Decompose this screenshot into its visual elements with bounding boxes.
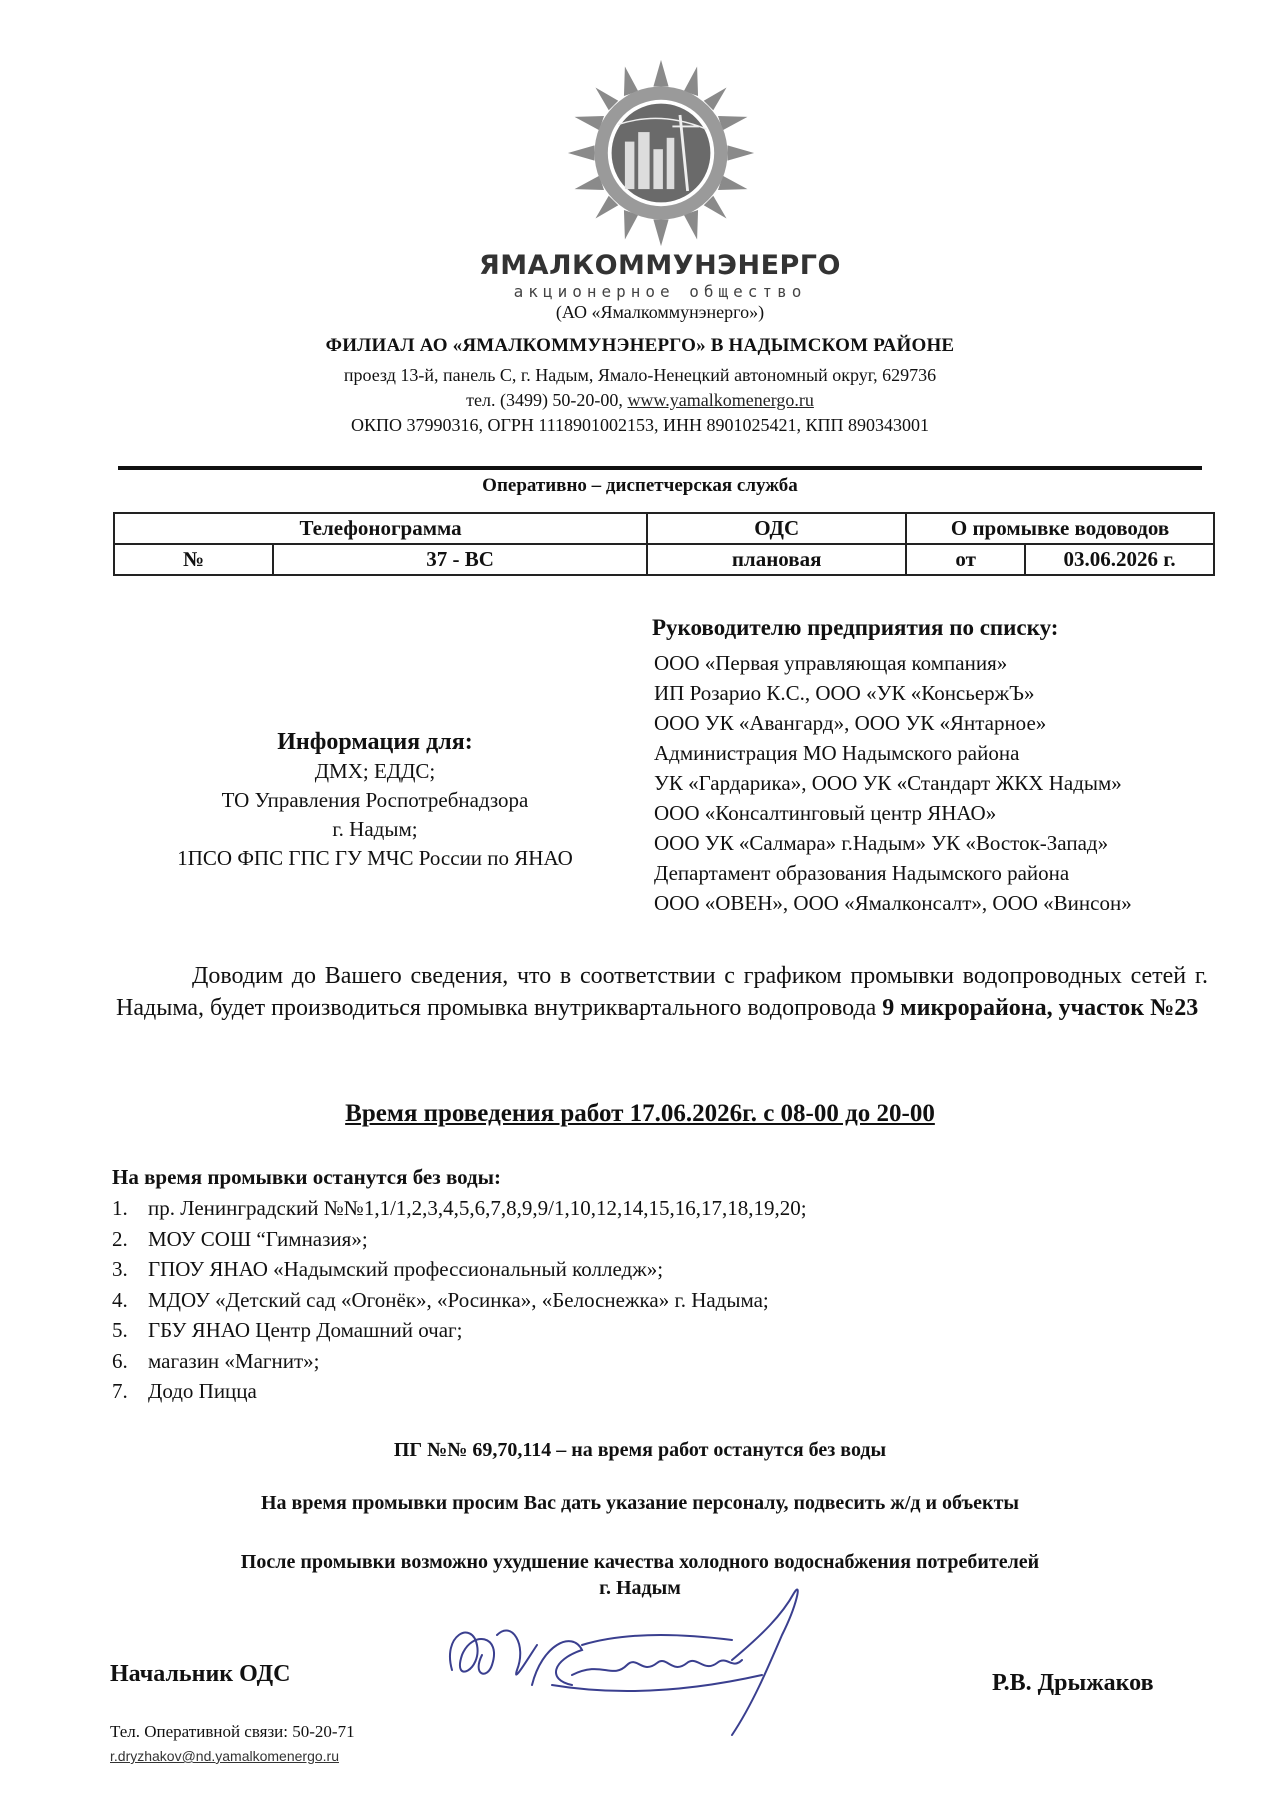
contact-email-link[interactable]: r.dryzhakov@nd.yamalkomenergo.ru (110, 1748, 339, 1764)
no-water-list (112, 1193, 807, 1407)
recipients-list (654, 648, 1132, 918)
list-number: 3. (112, 1257, 128, 1281)
recipient-line: ООО УК «Салмара» г.Надым» УК «Восток-Запад» (654, 831, 1109, 855)
list-number: 1. (112, 1196, 128, 1220)
request-note: На время промывки просим Вас дать указание персоналу, подвесить ж/д и объекты (260, 1492, 1020, 1514)
list-number: 5. (112, 1318, 128, 1342)
company-registry: ОКПО 37990316, ОГРН 1118901002153, ИНН 8901025421, КПП 890343001 (350, 415, 930, 435)
list-item (112, 1254, 807, 1285)
notice-paragraph (116, 960, 1208, 1024)
table-row (114, 513, 1214, 544)
recipient-line: УК «Гардарика», ООО УК «Стандарт ЖКХ Надым» (654, 771, 1122, 795)
header-divider (118, 466, 1202, 470)
notice-text-wrap (116, 960, 1208, 1024)
table-cell: от (906, 544, 1025, 575)
info-line: г. Надым; (332, 817, 418, 841)
company-website-link[interactable]: www.yamalkomenergo.ru (627, 390, 814, 410)
info-line: ТО Управления Роспотребнадзора (221, 788, 529, 812)
company-form: акционерное общество (513, 282, 807, 301)
recipient-line: ООО «ОВЕН», ООО «Ямалконсалт», ООО «Винсон» (654, 891, 1132, 915)
notice-location: 9 микрорайона, участок №23 (882, 995, 1199, 1021)
table-cell: 37 - ВС (273, 544, 647, 575)
recipient-line: Департамент образования Надымского района (654, 861, 1070, 885)
company-address: проезд 13-й, панель С, г. Надым, Ямало-Ненецкий автономный округ, 629736 (343, 365, 937, 385)
signer-role: Начальник ОДС (110, 1661, 291, 1687)
list-item (112, 1376, 807, 1407)
list-item (112, 1224, 807, 1255)
no-water-heading: На время промывки останутся без воды: (112, 1165, 502, 1189)
table-cell: плановая (647, 544, 906, 575)
table-cell: № (114, 544, 273, 575)
company-phone: тел. (3499) 50-20-00, (466, 390, 623, 410)
list-number: 4. (112, 1287, 128, 1312)
work-time: Время проведения работ 17.06.2026г. с 08-00 до 20-00 (345, 1100, 935, 1127)
company-logo-icon (566, 58, 756, 248)
info-line: ДМХ; ЕДДС; (314, 759, 436, 783)
recipient-line: ООО «Консалтинговый центр ЯНАО» (654, 801, 997, 825)
branch-title: ФИЛИАЛ АО «ЯМАЛКОММУНЭНЕРГО» В НАДЫМСКОМ РАЙОНЕ (325, 335, 955, 356)
info-block (120, 728, 630, 873)
list-text: пр. Ленинградский №№1,1/1,2,3,4,5,6,7,8,9,9/1,10,12,14,15,16,17,18,19,20; (148, 1196, 807, 1220)
table-cell: О промывке водоводов (906, 513, 1214, 544)
recipients-heading: Руководителю предприятия по списку: (652, 615, 1059, 640)
list-number: 7. (112, 1379, 128, 1403)
recipient-line: ИП Розарио К.С., ООО «УК «КонсьержЪ» (654, 681, 1035, 705)
table-cell: Телефонограмма (114, 513, 647, 544)
table-cell: ОДС (647, 513, 906, 544)
recipient-line: ООО УК «Авангард», ООО УК «Янтарное» (654, 711, 1047, 735)
list-text: ГПОУ ЯНАО «Надымский профессиональный колледж»; (148, 1257, 664, 1281)
info-heading: Информация для: (277, 729, 473, 755)
quality-note-city: г. Надым (599, 1577, 681, 1599)
company-short-name: (АО «Ямалкоммунэнерго») (555, 302, 765, 322)
contact-block (110, 1720, 355, 1768)
list-number: 6. (112, 1348, 128, 1373)
company-brand: ЯМАЛКОММУНЭНЕРГО (479, 250, 841, 281)
service-name: Оперативно – диспетчерская служба (482, 475, 798, 496)
recipient-line: ООО «Первая управляющая компания» (654, 651, 1008, 675)
table-cell: 03.06.2026 г. (1025, 544, 1214, 575)
list-text: ГБУ ЯНАО Центр Домашний очаг; (148, 1318, 463, 1342)
list-number: 2. (112, 1226, 128, 1251)
hydrants-note: ПГ №№ 69,70,114 – на время работ останутся без воды (393, 1439, 887, 1461)
recipient-line: Администрация МО Надымского района (654, 741, 1020, 765)
table-row (114, 544, 1214, 575)
notice-text: Доводим до Вашего сведения, что в соответствии с графиком промывки водопроводных сетей г. Надыма, будет производиться промывка внутриквартального водопровода (116, 963, 1208, 1021)
signature-icon (432, 1575, 832, 1750)
info-line: 1ПСО ФПС ГПС ГУ МЧС России по ЯНАО (177, 846, 573, 870)
list-text: МДОУ «Детский сад «Огонёк», «Росинка», «Белоснежка» г. Надыма; (148, 1287, 769, 1312)
list-item (112, 1193, 807, 1224)
contact-phone: Тел. Оперативной связи: 50-20-71 (110, 1722, 355, 1741)
list-item (112, 1346, 807, 1377)
quality-note: После промывки возможно ухудшение качества холодного водоснабжения потребителей (240, 1551, 1040, 1573)
list-text: МОУ СОШ “Гимназия»; (148, 1226, 368, 1251)
list-item (112, 1285, 807, 1316)
list-text: Додо Пицца (148, 1379, 257, 1403)
list-text: магазин «Магнит»; (148, 1348, 320, 1373)
signer-name: Р.В. Дрыжаков (992, 1670, 1154, 1696)
company-contacts (140, 390, 1140, 411)
list-item (112, 1315, 807, 1346)
telephonogram-table (113, 512, 1215, 576)
